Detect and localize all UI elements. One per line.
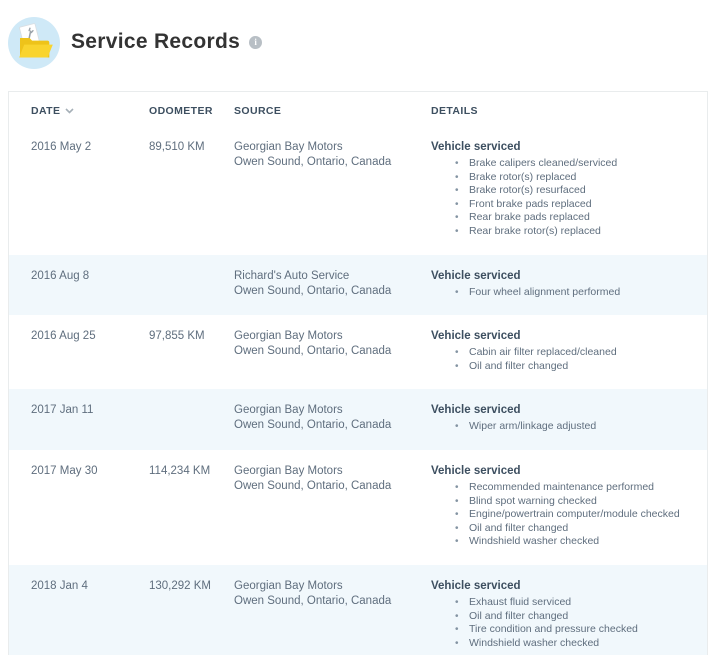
row-details: [431, 329, 693, 373]
service-records-table: [8, 91, 708, 655]
source-name: Georgian Bay Motors: [234, 141, 343, 153]
row-odometer: 97,855 KM: [149, 330, 205, 343]
details-item: • Brake calipers cleaned/serviced: [431, 157, 693, 171]
source-location: Owen Sound, Ontario, Canada: [234, 156, 392, 168]
column-header-date-label: DATE: [31, 104, 61, 117]
chevron-down-icon: [65, 108, 74, 114]
details-title: Vehicle serviced: [431, 330, 521, 343]
details-item: • Cabin air filter replaced/cleaned: [431, 346, 693, 360]
source-name: Georgian Bay Motors: [234, 464, 343, 477]
column-header-odometer: ODOMETER: [149, 104, 213, 117]
row-source: [234, 269, 431, 300]
row-source: [234, 140, 431, 239]
details-item: • Tire condition and pressure checked: [431, 623, 693, 637]
info-icon[interactable]: i: [249, 36, 262, 49]
details-list: [431, 157, 693, 239]
row-details: [431, 403, 693, 434]
details-list: [431, 596, 693, 650]
source-location: Owen Sound, Ontario, Canada: [234, 345, 392, 358]
folder-with-document-icon: [8, 17, 60, 69]
details-item: • Blind spot warning checked: [431, 495, 693, 509]
details-item: • Rear brake pads replaced: [431, 211, 693, 225]
details-item: • Rear brake rotor(s) replaced: [431, 225, 693, 239]
details-item: • Wiper arm/linkage adjusted: [431, 420, 693, 434]
details-list: [431, 286, 693, 300]
row-odometer: 130,292 KM: [149, 579, 212, 592]
details-item: • Windshield washer checked: [431, 637, 693, 651]
row-odometer: [149, 403, 234, 434]
table-header-row: [9, 92, 707, 126]
table-body: [9, 126, 707, 655]
details-title: Vehicle serviced: [431, 269, 521, 282]
details-item: • Front brake pads replaced: [431, 198, 693, 212]
row-date: 2016 Aug 8: [31, 269, 90, 282]
table-row: [9, 565, 707, 655]
source-location: Owen Sound, Ontario, Canada: [234, 479, 392, 492]
details-item: • Exhaust fluid serviced: [431, 596, 693, 610]
details-item: • Oil and filter changed: [431, 610, 693, 624]
details-item: • Four wheel alignment performed: [431, 286, 693, 300]
row-date: 2016 Aug 25: [31, 330, 96, 343]
row-details: [431, 269, 693, 300]
details-item: • Oil and filter changed: [431, 522, 693, 536]
table-row: [9, 389, 707, 450]
details-title: Vehicle serviced: [431, 141, 521, 153]
details-list: [431, 420, 693, 434]
details-item: • Oil and filter changed: [431, 360, 693, 374]
table-row: [9, 315, 707, 389]
row-date: 2016 May 2: [31, 141, 92, 153]
details-title: Vehicle serviced: [431, 404, 521, 417]
row-details: [431, 464, 693, 549]
details-item: • Brake rotor(s) replaced: [431, 171, 693, 185]
table-row: [9, 450, 707, 565]
source-location: Owen Sound, Ontario, Canada: [234, 594, 392, 607]
details-list: [431, 481, 693, 549]
source-location: Owen Sound, Ontario, Canada: [234, 284, 392, 297]
column-header-date[interactable]: [31, 105, 149, 117]
details-item: • Brake rotor(s) resurfaced: [431, 184, 693, 198]
row-source: [234, 464, 431, 549]
source-location: Owen Sound, Ontario, Canada: [234, 419, 392, 432]
row-odometer: 114,234 KM: [149, 464, 211, 477]
table-row: [9, 255, 707, 316]
page-header: [0, 0, 716, 91]
details-list: [431, 346, 693, 373]
row-details: [431, 579, 693, 650]
details-item: • Recommended maintenance performed: [431, 481, 693, 495]
row-date: 2017 May 30: [31, 464, 98, 477]
column-header-source: SOURCE: [234, 104, 282, 117]
source-name: Georgian Bay Motors: [234, 404, 343, 417]
source-name: Georgian Bay Motors: [234, 330, 343, 343]
source-name: Georgian Bay Motors: [234, 579, 343, 592]
details-title: Vehicle serviced: [431, 579, 521, 592]
row-source: [234, 329, 431, 373]
row-date: 2017 Jan 11: [31, 404, 94, 417]
row-date: 2018 Jan 4: [31, 579, 88, 592]
row-odometer: [149, 269, 234, 300]
source-name: Richard's Auto Service: [234, 269, 350, 282]
row-details: [431, 140, 693, 239]
column-header-details: DETAILS: [431, 104, 478, 117]
details-item: • Engine/powertrain computer/module checked: [431, 508, 693, 522]
table-row: [9, 126, 707, 255]
details-title: Vehicle serviced: [431, 464, 521, 477]
page-title: Service Records: [71, 29, 241, 53]
row-source: [234, 579, 431, 650]
details-item: • Windshield washer checked: [431, 535, 693, 549]
row-odometer: 89,510 KM: [149, 141, 205, 153]
row-source: [234, 403, 431, 434]
